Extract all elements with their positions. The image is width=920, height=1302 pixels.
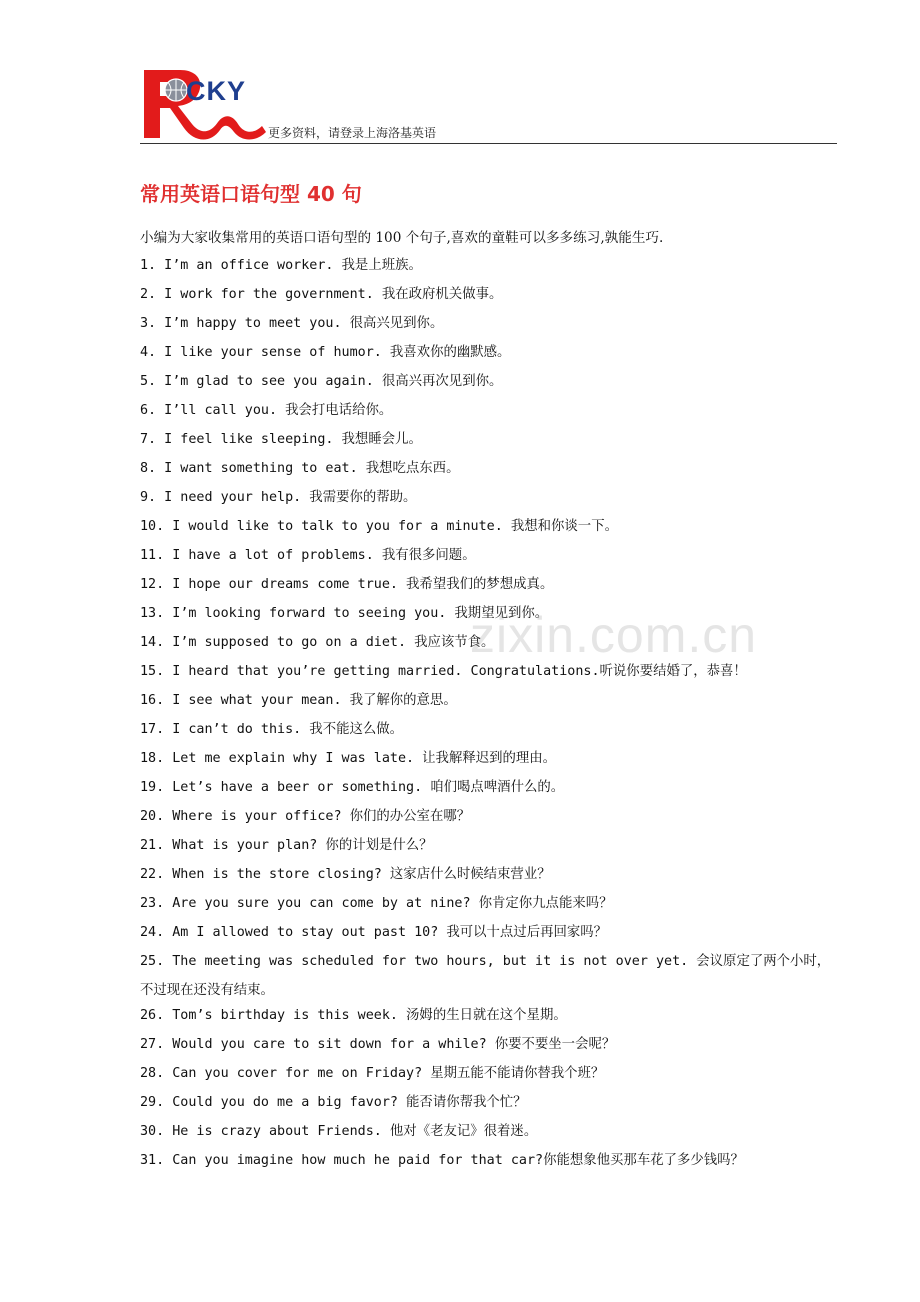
sentence-line: 3. I’m happy to meet you. 很高兴见到你。 [140,316,444,331]
sentence-line: 9. I need your help. 我需要你的帮助。 [140,490,417,505]
sentence-line: 16. I see what your mean. 我了解你的意思。 [140,693,457,708]
sentence-line: 11. I have a lot of problems. 我有很多问题。 [140,548,476,563]
sentence-line: 20. Where is your office? 你们的办公室在哪？ [140,809,471,824]
document-intro: 小编为大家收集常用的英语口语句型的 100 个句子,喜欢的童鞋可以多多练习,孰能生巧. [140,230,664,246]
sentence-line: 13. I’m looking forward to seeing you. 我期望见到你。 [140,606,549,621]
logo-text: CKY [186,76,247,106]
header-tagline: 更多资料，请登录上海洛基英语 [268,126,437,140]
sentence-line: 29. Could you do me a big favor? 能否请你帮我个忙？ [140,1095,527,1110]
sentence-line: 1. I’m an office worker. 我是上班族。 [140,258,422,273]
sentence-line: 10. I would like to talk to you for a minute. 我想和你谈一下。 [140,519,618,534]
header-divider [140,143,837,144]
sentence-list [140,255,837,1179]
sentence-line: 7. I feel like sleeping. 我想睡会儿。 [140,432,422,447]
sentence-line: 18. Let me explain why I was late. 让我解释迟到的理由。 [140,751,557,766]
sentence-line: 21. What is your plan? 你的计划是什么？ [140,838,433,853]
sentence-line: 14. I’m supposed to go on a diet. 我应该节食。 [140,635,495,650]
watermark: zixin.com.cn [470,607,758,663]
sentence-line: 24. Am I allowed to stay out past 10? 我可以十点过后再回家吗？ [140,925,608,940]
sentence-line: 30. He is crazy about Friends. 他对《老友记》很着迷。 [140,1124,538,1139]
sentence-line: 17. I can’t do this. 我不能这么做。 [140,722,404,737]
sentence-line: 15. I heard that you’re getting married. Congratulations.听说你要结婚了，恭喜！ [140,664,747,679]
sentence-line: 28. Can you cover for me on Friday? 星期五能不能请你替我个班？ [140,1066,605,1081]
sentence-line: 2. I work for the government. 我在政府机关做事。 [140,287,503,302]
sentence-line: 19. Let’s have a beer or something. 咱们喝点啤酒什么的。 [140,780,565,795]
sentence-line: 5. I’m glad to see you again. 很高兴再次见到你。 [140,374,503,389]
sentence-line: 27. Would you care to sit down for a while? 你要不要坐一会呢？ [140,1037,616,1052]
sentence-line: 6. I’ll call you. 我会打电话给你。 [140,403,393,418]
sentence-line: 22. When is the store closing? 这家店什么时候结束营业？ [140,867,551,882]
sentence-line: 12. I hope our dreams come true. 我希望我们的梦想成真。 [140,577,554,592]
sentence-line: 23. Are you sure you can come by at nine? 你肯定你九点能来吗？ [140,896,613,911]
sentence-line: 4. I like your sense of humor. 我喜欢你的幽默感。 [140,345,511,360]
sentence-line: 25. The meeting was scheduled for two hours, but it is not over yet. 会议原定了两个小时，不过现在还没有结束。 [140,954,831,998]
sentence-line: 8. I want something to eat. 我想吃点东西。 [140,461,460,476]
sentence-line: 26. Tom’s birthday is this week. 汤姆的生日就在这个星期。 [140,1008,567,1023]
sentence-line: 31. Can you imagine how much he paid for that car?你能想象他买那车花了多少钱吗？ [140,1153,744,1168]
page-header [140,62,837,146]
document-title: 常用英语口语句型 40 句 [140,182,362,206]
